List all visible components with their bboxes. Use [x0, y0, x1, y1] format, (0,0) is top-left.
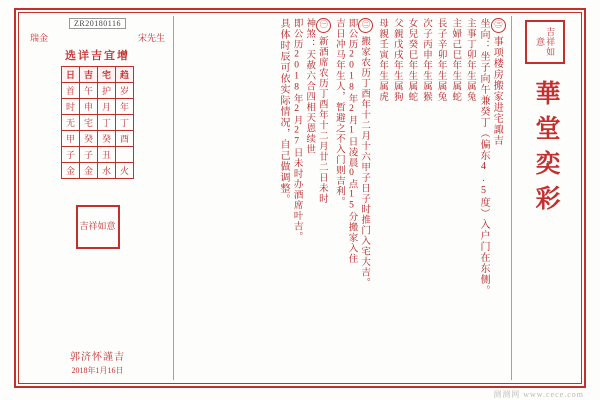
table-cell: 宅 — [80, 115, 98, 131]
table-header-row — [62, 67, 134, 83]
table-col-header: 趋 — [116, 67, 134, 83]
moving-line: 搬家农历丁酉年十二月十六甲子日子时推门入宅大吉。 — [359, 36, 370, 288]
family-zodiac: 属猴 — [420, 81, 431, 102]
stamp-icon — [76, 205, 120, 249]
family-relation: 長子 — [435, 18, 446, 39]
family-relation: 父親 — [391, 18, 402, 39]
family-zodiac: 属兔 — [464, 81, 475, 102]
table-cell: 岁 — [116, 83, 134, 99]
banquet-date-line: 即公历2018年2月27日未时办酒席叶吉。 — [291, 18, 302, 242]
family-zodiac: 属蛇 — [406, 81, 417, 102]
certificate-sheet — [22, 16, 578, 380]
text-column-shensha — [304, 18, 315, 155]
subject-line-2: 坐向：坐子向午兼癸丁（偏东4.5度）入户门在东侧。 — [478, 18, 489, 296]
family-pillar: 戊戌年生 — [391, 39, 402, 81]
table-cell: 午 — [80, 83, 98, 99]
table-cell: 丁 — [116, 115, 134, 131]
text-column-subject — [491, 18, 506, 146]
family-zodiac: 属兔 — [435, 81, 446, 102]
watermark-text: 测测网 www.cece.com — [493, 390, 584, 399]
table-cell: 癸 — [80, 131, 98, 147]
family-pillar: 丙申年生 — [420, 39, 431, 81]
table-cell: 金 — [62, 163, 80, 179]
table-cell: 首 — [62, 83, 80, 99]
table-cell: 时 — [62, 99, 80, 115]
text-column-banquet — [316, 18, 331, 204]
family-zodiac: 属狗 — [391, 81, 402, 102]
seal-text: 吉祥如意 — [535, 27, 556, 57]
table-row — [62, 115, 134, 131]
family-member-1 — [449, 18, 462, 102]
table-cell: 甲 — [62, 131, 80, 147]
client-header — [24, 31, 171, 44]
family-pillar: 辛卯年生 — [435, 39, 446, 81]
signature-block — [70, 348, 125, 380]
table-cell: 子 — [80, 147, 98, 163]
text-column-note — [278, 18, 289, 205]
text-column-moving-date — [346, 18, 357, 264]
stamp-text: 吉祥如意 — [79, 221, 116, 232]
table-cell: 无 — [62, 115, 80, 131]
circle-marker-icon: ㊂ — [491, 18, 506, 33]
family-list — [374, 18, 476, 102]
auspicious-table — [61, 66, 134, 179]
note-line: 具体时辰可依实际情况，自己做调整。 — [277, 18, 289, 205]
table-cell: 水 — [98, 163, 116, 179]
family-zodiac: 属虎 — [377, 81, 388, 102]
family-relation: 女兒 — [406, 18, 417, 39]
table-row — [62, 147, 134, 163]
table-panel — [22, 16, 174, 380]
family-relation: 主事 — [464, 18, 475, 39]
table-col-header: 吉 — [80, 67, 98, 83]
moving-date-line: 即公历2018年2月1日凌晨0点15分搬家入住 — [346, 18, 357, 264]
table-cell: 子 — [62, 147, 80, 163]
family-member-3 — [419, 18, 432, 102]
text-column-orientation — [478, 18, 489, 296]
table-col-header: 日 — [62, 67, 80, 83]
circle-marker-icon: ㊀ — [316, 18, 331, 33]
table-cell: 申 — [80, 99, 98, 115]
circle-marker-icon: ㊁ — [358, 18, 373, 33]
banner-column — [511, 16, 578, 380]
banquet-line: 新酒席农历丁酉年十二月廿二日未时 — [316, 36, 327, 204]
table-title: 选详吉宜增 — [65, 50, 130, 62]
family-member-6 — [375, 18, 388, 102]
client-name: 宋先生 — [137, 33, 165, 43]
avoid-line: 吉日冲马年生人，暂避之不入门则吉利。 — [333, 18, 344, 207]
family-member-4 — [405, 18, 418, 102]
signature-name: 郭济怀謹吉 — [70, 352, 125, 363]
table-col-header: 宅 — [98, 67, 116, 83]
text-column-banquet-date — [291, 18, 302, 242]
table-cell: 丑 — [98, 147, 116, 163]
family-member-2 — [434, 18, 447, 102]
family-relation: 主婦 — [450, 18, 461, 39]
table-row — [62, 131, 134, 147]
subject-line-1: 事项楼房搬家进宅諏吉 — [491, 36, 503, 146]
table-cell: 金 — [80, 163, 98, 179]
seal-icon — [525, 20, 565, 64]
table-cell: 年 — [116, 99, 134, 115]
table-row — [62, 83, 134, 99]
family-zodiac: 属蛇 — [450, 81, 461, 102]
table-cell: 火 — [116, 163, 134, 179]
family-member-5 — [390, 18, 403, 102]
client-org: 瑞金 — [30, 33, 49, 43]
table-cell: 丁 — [98, 115, 116, 131]
table-cell: 月 — [98, 99, 116, 115]
table-row — [62, 163, 134, 179]
table-cell: 护 — [98, 83, 116, 99]
table-cell: 酉 — [116, 131, 134, 147]
document-number: ZR20180116 — [69, 18, 126, 29]
signature-date: 2018年1月16日 — [71, 366, 124, 375]
family-relation: 母親 — [377, 18, 388, 39]
table-row — [62, 99, 134, 115]
table-cell: 癸 — [98, 131, 116, 147]
shensha-line: 神煞：天赦六合四相天恩续世 — [304, 18, 315, 155]
family-pillar: 丁卯年生 — [464, 39, 475, 81]
vertical-text-area — [174, 16, 511, 380]
table-cell — [116, 147, 134, 163]
text-column-avoid — [333, 18, 344, 207]
text-column-moving — [358, 18, 373, 288]
family-pillar: 壬寅年生 — [377, 39, 388, 81]
family-relation: 次子 — [420, 18, 431, 39]
family-member-0 — [463, 18, 476, 102]
family-pillar: 癸巳年生 — [406, 39, 417, 81]
banner-title: 華堂奕彩 — [532, 80, 559, 220]
family-pillar: 己巳年生 — [450, 39, 461, 81]
